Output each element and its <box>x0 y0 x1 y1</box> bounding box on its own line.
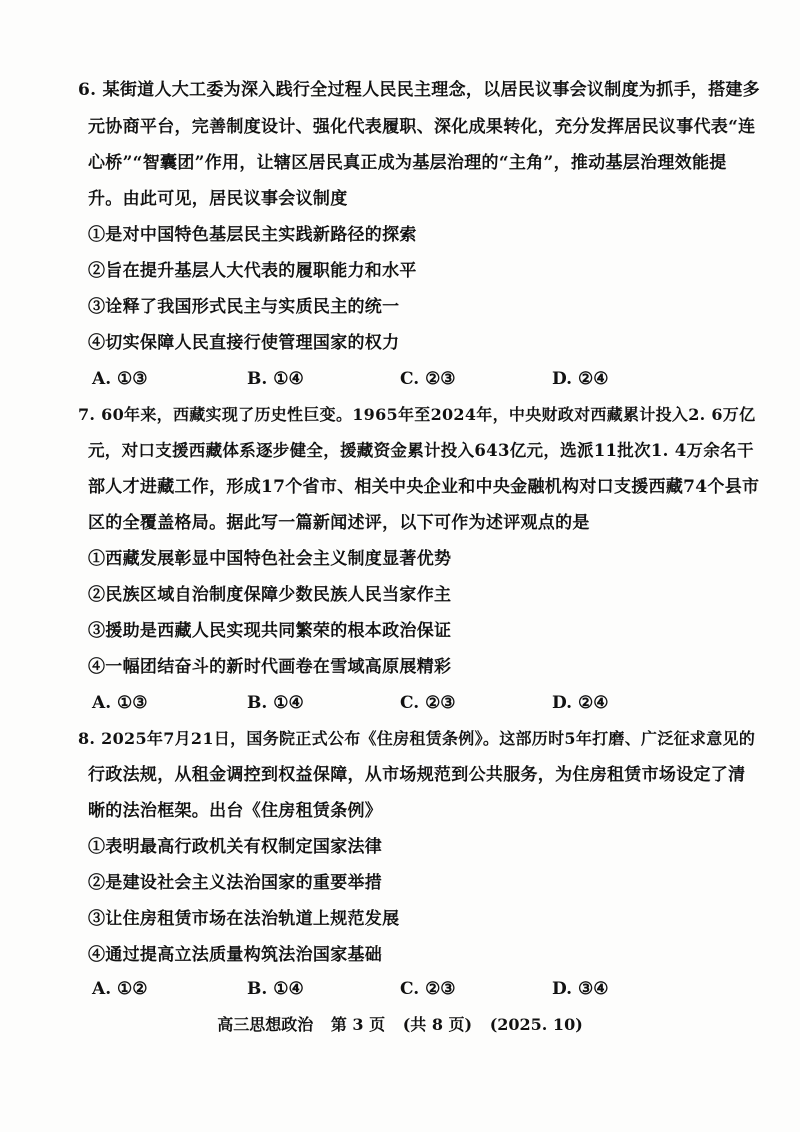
footer-subject: 高三思想政治 <box>217 1015 314 1034</box>
question-7-statement-1: ①西藏发展彰显中国特色社会主义制度显著优势 <box>88 549 452 569</box>
question-6-stem-line-1: 6. 某街道人大工委为深入践行全过程人民民主理念，以居民议事会议制度为抓手，搭建多 <box>78 80 760 100</box>
question-6-option-d[interactable]: D. ②④ <box>552 369 609 389</box>
question-6-statement-2: ②旨在提升基层人大代表的履职能力和水平 <box>88 261 417 281</box>
question-7-stem-line-3: 部人才进藏工作，形成17个省市、相关中央企业和中央金融机构对口支援西藏74个县市 <box>88 477 760 497</box>
question-8-stem-line-2: 行政法规，从租金调控到权益保障，从市场规范到公共服务，为住房租赁市场设定了清 <box>88 765 746 785</box>
footer-page-number: 第 3 页 <box>330 1015 386 1034</box>
question-7-statement-2: ②民族区域自治制度保障少数民族人民当家作主 <box>88 585 452 605</box>
question-6-stem-line-3: 心桥”“智囊团”作用，让辖区居民真正成为基层治理的“主角”，推动基层治理效能提 <box>88 153 727 173</box>
question-7-stem-line-4: 区的全覆盖格局。据此写一篇新闻述评，以下可作为述评观点的是 <box>88 513 590 533</box>
question-8-stem-line-1: 8. 2025年7月21日，国务院正式公布《住房租赁条例》。这部历时5年打磨、广泛征求意见的 <box>78 729 756 748</box>
question-7-option-b[interactable]: B. ①④ <box>247 693 304 713</box>
question-6-statement-4: ④切实保障人民直接行使管理国家的权力 <box>88 333 400 353</box>
question-8-statement-2: ②是建设社会主义法治国家的重要举措 <box>88 873 383 893</box>
question-7-statement-4: ④一幅团结奋斗的新时代画卷在雪域高原展精彩 <box>88 657 452 677</box>
question-7-option-d[interactable]: D. ②④ <box>552 693 609 713</box>
footer-date: (2025. 10) <box>489 1015 583 1034</box>
question-6-option-a[interactable]: A. ①③ <box>92 369 148 389</box>
question-6-statement-1: ①是对中国特色基层民主实践新路径的探索 <box>88 225 417 245</box>
question-6-statement-3: ③诠释了我国形式民主与实质民主的统一 <box>88 297 400 317</box>
question-6-stem-line-4: 升。由此可见，居民议事会议制度 <box>88 189 348 209</box>
page-footer <box>0 1014 800 1036</box>
question-8-option-c[interactable]: C. ②③ <box>400 979 456 999</box>
question-8-stem-line-3: 晰的法治框架。出台《住房租赁条例》 <box>88 801 383 821</box>
question-8-option-b[interactable]: B. ①④ <box>247 979 304 999</box>
question-8-statement-4: ④通过提高立法质量构筑法治国家基础 <box>88 945 383 965</box>
question-8-option-a[interactable]: A. ①② <box>92 979 148 999</box>
question-7-option-c[interactable]: C. ②③ <box>400 693 456 713</box>
question-7-stem-line-2: 元，对口支援西藏体系逐步健全，援藏资金累计投入643亿元，选派11批次1. 4万余名干 <box>88 441 754 460</box>
question-6-option-c[interactable]: C. ②③ <box>400 369 456 389</box>
footer-total-pages: (共 8 页) <box>402 1015 473 1034</box>
question-6-stem-line-2: 元协商平台，完善制度设计、强化代表履职、深化成果转化，充分发挥居民议事代表“连 <box>88 117 756 137</box>
question-7-option-a[interactable]: A. ①③ <box>92 693 148 713</box>
question-8-statement-1: ①表明最高行政机关有权制定国家法律 <box>88 837 383 857</box>
question-7-stem-line-1: 7. 60年来，西藏实现了历史性巨变。1965年至2024年，中央财政对西藏累计投入2. 6万亿 <box>78 405 756 424</box>
question-8-statement-3: ③让住房租赁市场在法治轨道上规范发展 <box>88 909 400 929</box>
question-8-option-d[interactable]: D. ③④ <box>552 979 609 999</box>
question-6-option-b[interactable]: B. ①④ <box>247 369 304 389</box>
question-7-statement-3: ③援助是西藏人民实现共同繁荣的根本政治保证 <box>88 621 452 641</box>
